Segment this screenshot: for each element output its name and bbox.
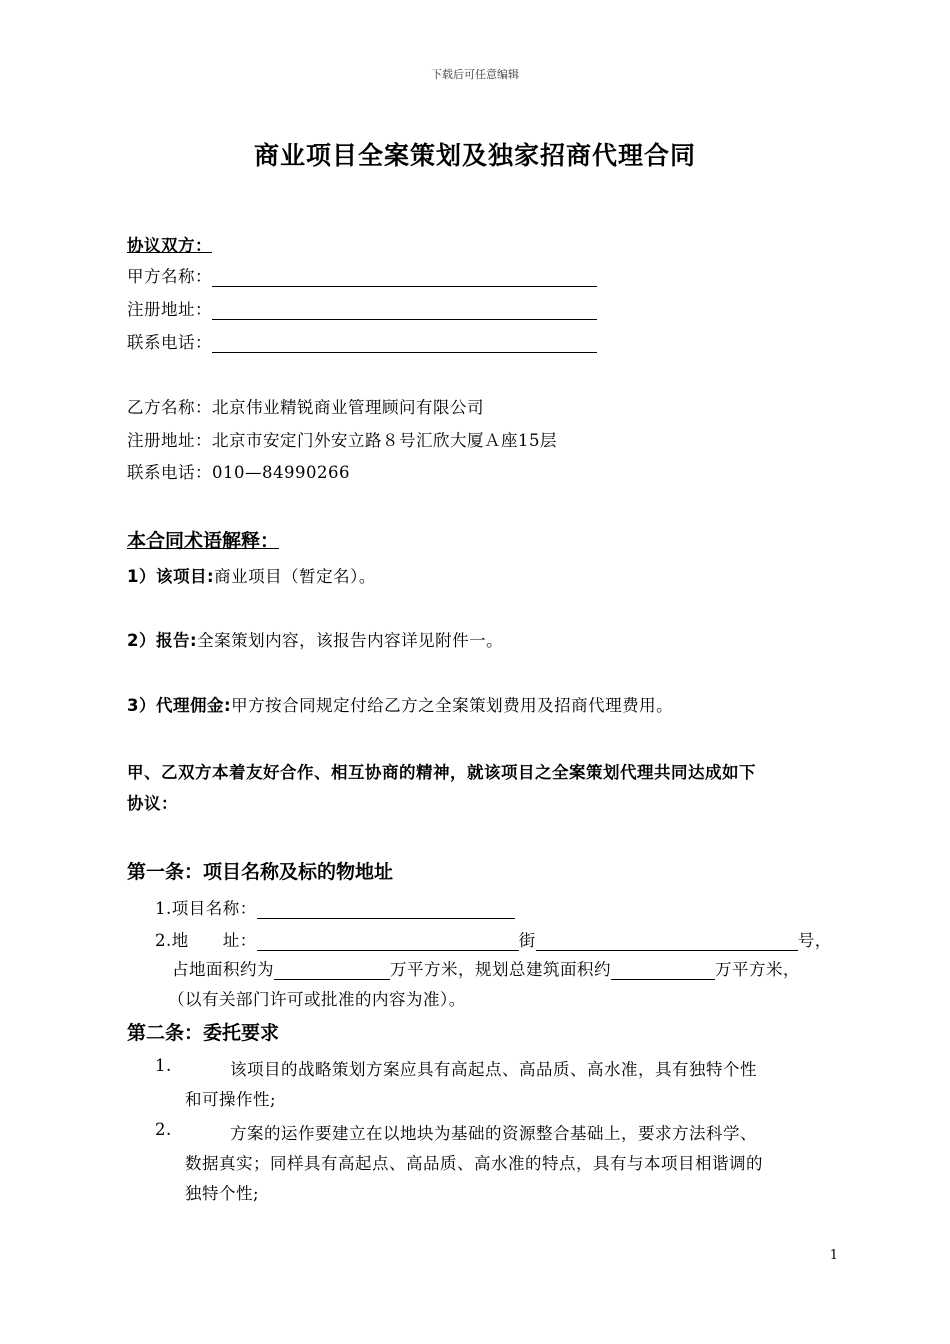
- article-2-heading: 第二条：委托要求: [127, 1022, 280, 1044]
- term-definition: 商业项目（暂定名）。: [214, 567, 376, 586]
- project-name-label: 1.项目名称：: [155, 899, 257, 918]
- party-b-phone-label: 联系电话：: [127, 463, 212, 482]
- address-blank-2[interactable]: [536, 932, 798, 951]
- approval-note: （以有关部门许可或批准的内容为准）。: [168, 990, 466, 1009]
- requirement-num: 2.: [155, 1120, 172, 1139]
- street-label: 街: [518, 931, 536, 950]
- requirement-line: 方案的运作要建立在以地块为基础的资源整合基础上，要求方法科学、: [230, 1124, 757, 1143]
- term-name: 报告:: [155, 631, 198, 650]
- party-b-address-label: 注册地址：: [127, 431, 212, 450]
- project-name-blank[interactable]: [257, 900, 515, 919]
- party-b-address-row: [127, 427, 557, 451]
- area-mid: 万平方米，规划总建筑面积约: [390, 960, 611, 979]
- term-name: 该项目:: [155, 567, 215, 586]
- party-a-name-row: [127, 263, 597, 287]
- party-a-phone-blank[interactable]: [212, 334, 597, 353]
- preamble-line-2: 协议：: [127, 794, 178, 813]
- term-num: 1）: [127, 567, 156, 586]
- term-definition: 甲方按合同规定付给乙方之全案策划费用及招商代理费用。: [231, 696, 674, 715]
- article-1-heading: 第一条：项目名称及标的物地址: [127, 861, 394, 883]
- term-item: [127, 627, 503, 651]
- party-b-phone-row: [127, 459, 350, 483]
- terms-heading: 本合同术语解释：: [127, 530, 280, 552]
- address-blank-1[interactable]: [257, 932, 519, 951]
- party-b-phone-value: 010—84990266: [212, 463, 350, 482]
- term-num: 2）: [127, 631, 156, 650]
- party-b-name-value: 北京伟业精锐商业管理顾问有限公司: [212, 398, 484, 417]
- requirement-line: 该项目的战略策划方案应具有高起点、高品质、高水准，具有独特个性: [230, 1060, 757, 1079]
- party-a-phone-label: 联系电话：: [127, 333, 212, 352]
- document-title: 商业项目全案策划及独家招商代理合同: [253, 141, 696, 170]
- party-b-name-row: [127, 394, 484, 418]
- area-prefix: 占地面积约为: [172, 960, 274, 979]
- party-a-name-label: 甲方名称：: [127, 267, 212, 286]
- party-a-address-blank[interactable]: [212, 301, 597, 320]
- party-a-address-row: [127, 296, 597, 320]
- requirement-line: 数据真实；同样具有高起点、高品质、高水准的特点，具有与本项目相谐调的: [185, 1154, 763, 1173]
- number-label: 号，: [797, 931, 832, 950]
- parties-heading: 协议双方：: [127, 236, 212, 255]
- project-name-row: [155, 895, 515, 919]
- party-a-address-label: 注册地址：: [127, 300, 212, 319]
- term-item: [127, 692, 673, 716]
- building-area-blank[interactable]: [611, 961, 715, 980]
- requirement-line: 独特个性;: [185, 1184, 260, 1203]
- area-row: [172, 956, 800, 980]
- page-number: 1: [829, 1248, 838, 1263]
- party-a-phone-row: [127, 329, 597, 353]
- address-row: [155, 927, 832, 951]
- requirement-line: 和可操作性;: [185, 1090, 277, 1109]
- party-a-name-blank[interactable]: [212, 268, 597, 287]
- address-label: 2.地 址：: [155, 931, 257, 950]
- term-num: 3）: [127, 696, 156, 715]
- term-name: 代理佣金:: [155, 696, 232, 715]
- requirement-num: 1.: [155, 1056, 172, 1075]
- preamble-line-1: 甲、乙双方本着友好合作、相互协商的精神，就该项目之全案策划代理共同达成如下: [127, 763, 756, 782]
- area-suffix: 万平方米，: [715, 960, 800, 979]
- party-b-name-label: 乙方名称：: [127, 398, 212, 417]
- page-header: 下载后可任意编辑: [431, 68, 519, 81]
- term-item: [127, 563, 376, 587]
- term-definition: 全案策划内容，该报告内容详见附件一。: [197, 631, 504, 650]
- land-area-blank[interactable]: [274, 961, 390, 980]
- party-b-address-value: 北京市安定门外安立路８号汇欣大厦Ａ座15层: [212, 431, 557, 450]
